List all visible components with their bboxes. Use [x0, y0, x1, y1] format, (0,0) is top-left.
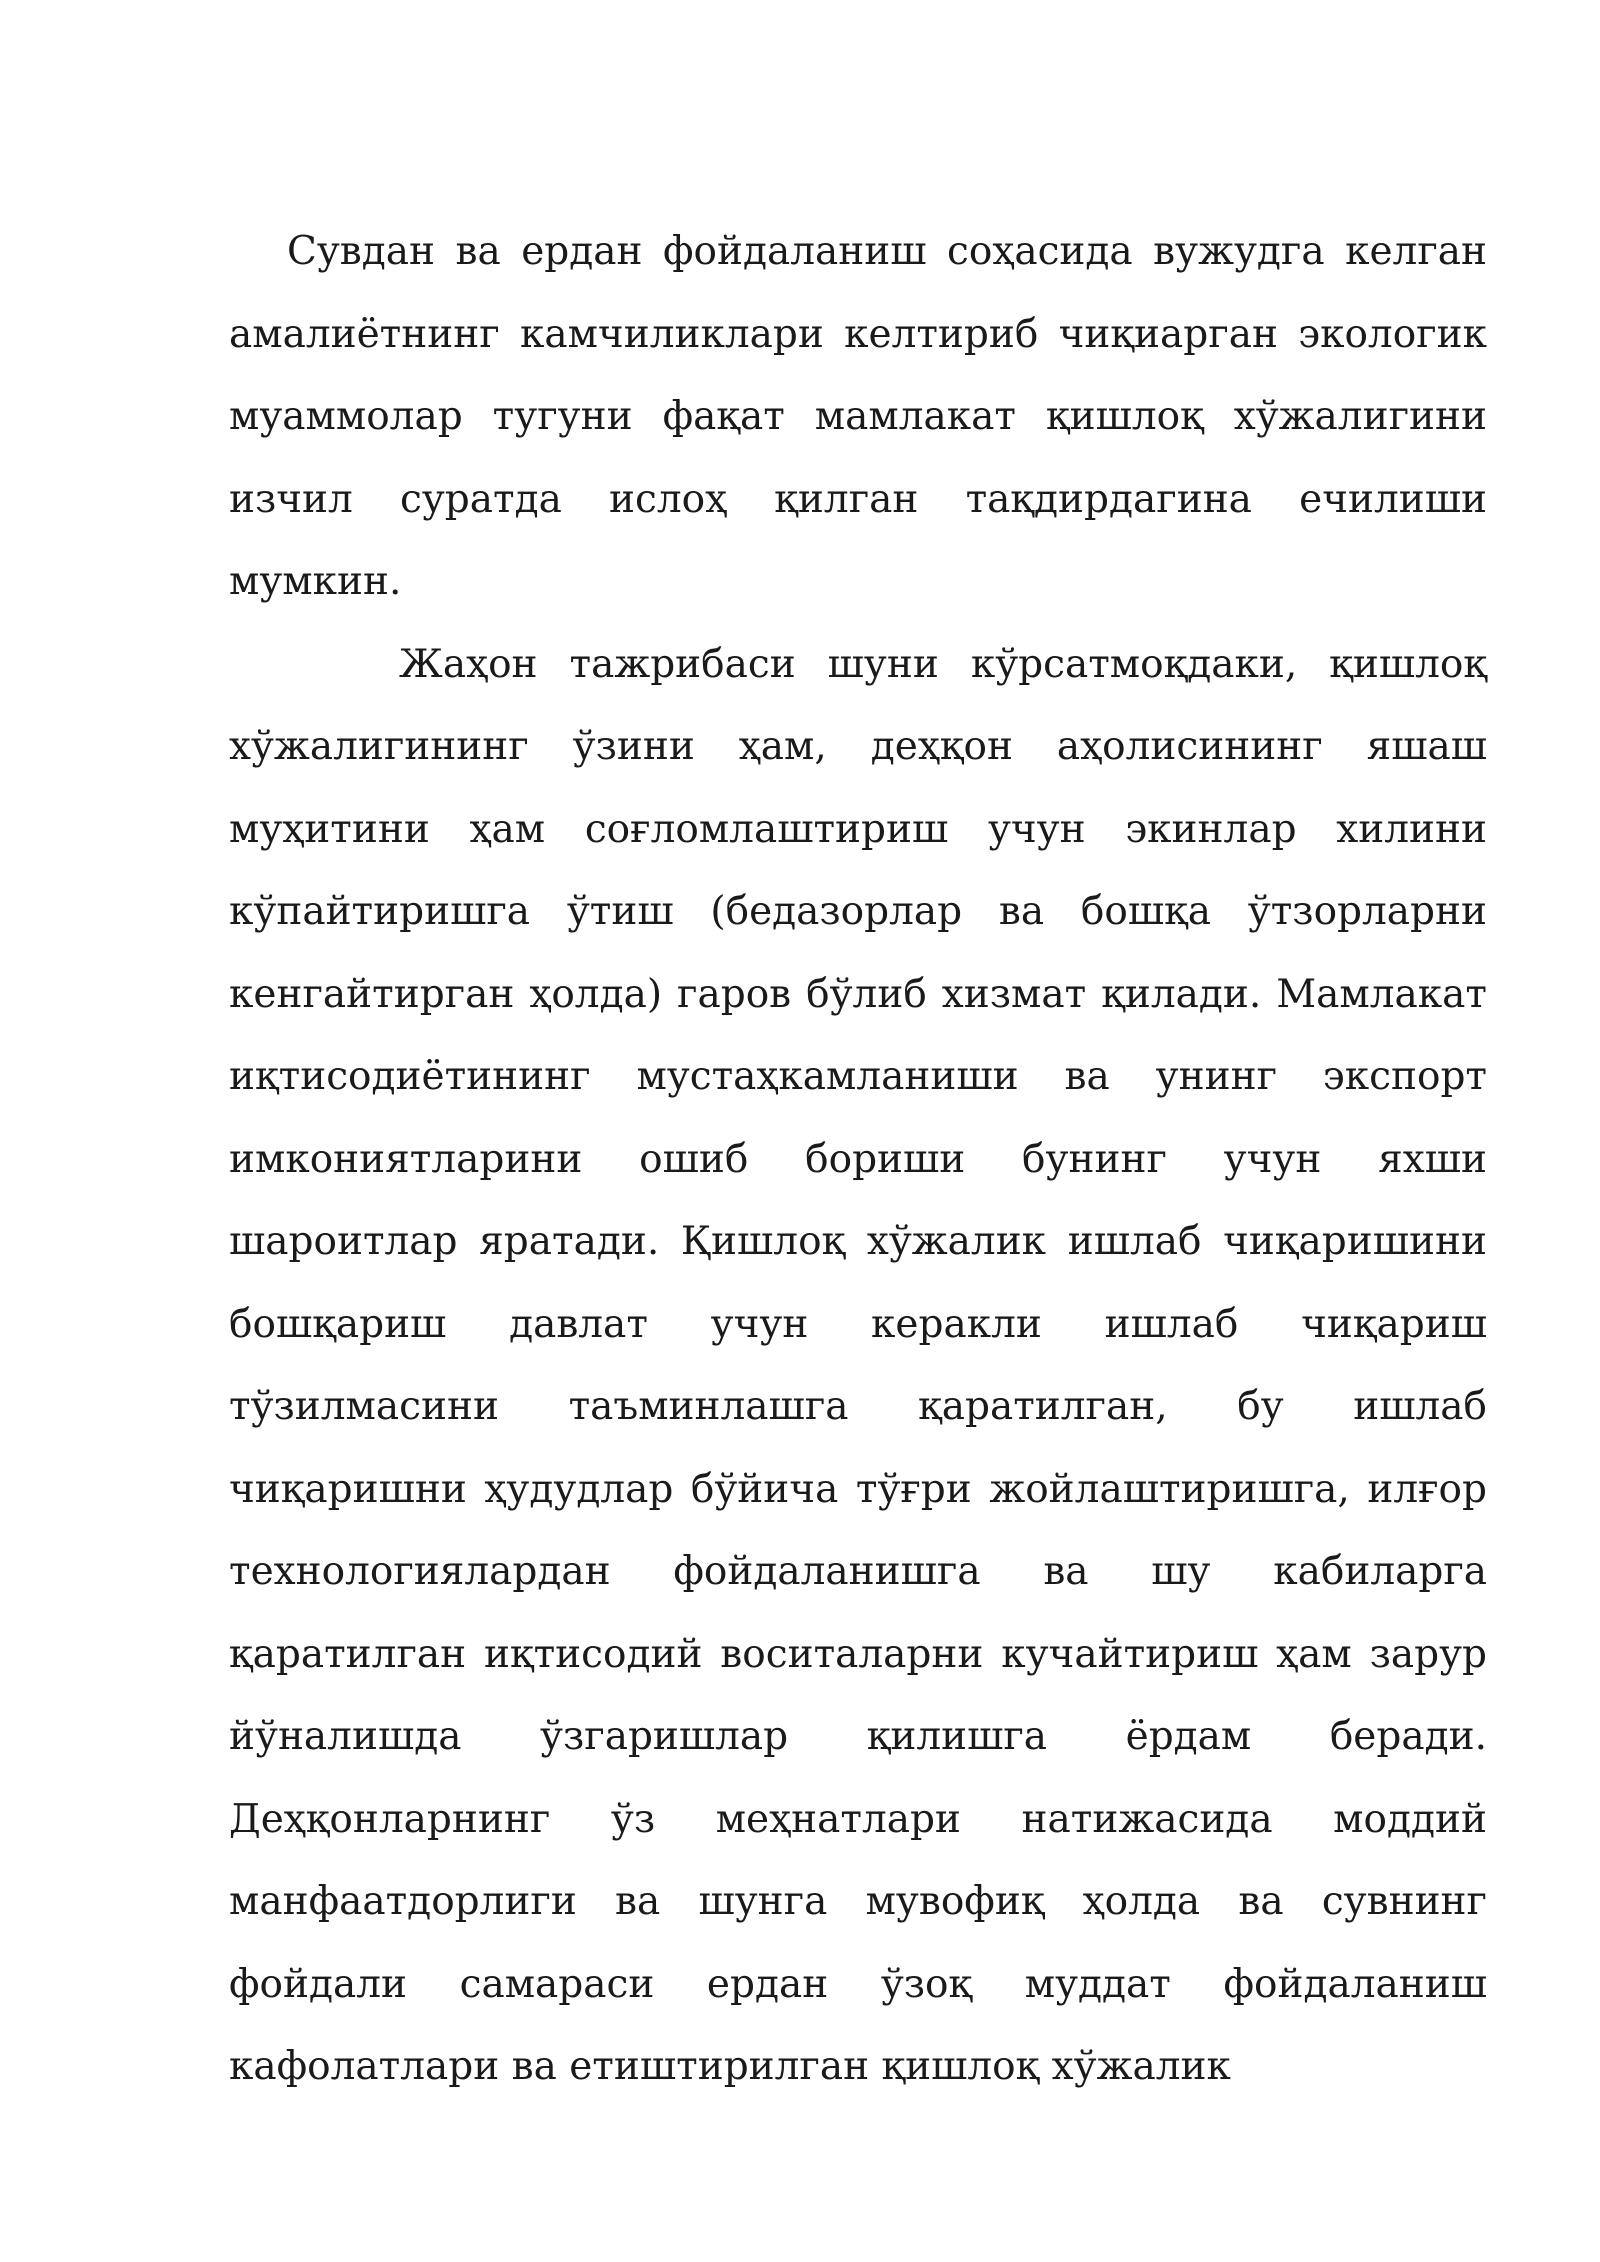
document-body [229, 211, 1487, 2109]
paragraph-2: Жаҳон тажрибаси шуни кўрсатмоқдаки, қишлоқ хўжалигининг ўзини ҳам, деҳқон аҳолисининг яшаш муҳитини ҳам соғломлаштириш учун экинлар хилини кўпайтиришга ўтиш (бедазорлар ва бошқа ўтзорларни кенгайтирган ҳолда) гаров бўлиб хизмат қилади. Мамлакат иқтисодиётининг мустаҳкамланиши ва унинг экспорт имкониятларини ошиб бориши бунинг учун яхши шароитлар яратади. Қишлоқ хўжалик ишлаб чиқаришини бошқариш давлат учун керакли ишлаб чиқариш тўзилмасини таъминлашга қаратилган, бу ишлаб чиқаришни ҳудудлар бўйича тўғри жойлаштиришга, илғор технологиялардан фойдаланишга ва шу кабиларга қаратилган иқтисодий воситаларни кучайтириш ҳам зарур йўналишда ўзгаришлар қилишга ёрдам беради. Деҳқонларнинг ўз меҳнатлари натижасида моддий манфаатдорлиги ва шунга мувофиқ ҳолда ва сувнинг фойдали самараси ердан ўзоқ муддат фойдаланиш кафолатлари ва етиштирилган қишлоқ хўжалик [229, 641, 1487, 2089]
paragraph-1: Сувдан ва ердан фойдаланиш соҳасида вужудга келган амалиётнинг камчиликлари келтириб чиқиарган экологик муаммолар тугуни фақат мамлакат қишлоқ хўжалигини изчил суратда ислоҳ қилган тақдирдагина ечилиши мумкин. [229, 229, 1487, 604]
